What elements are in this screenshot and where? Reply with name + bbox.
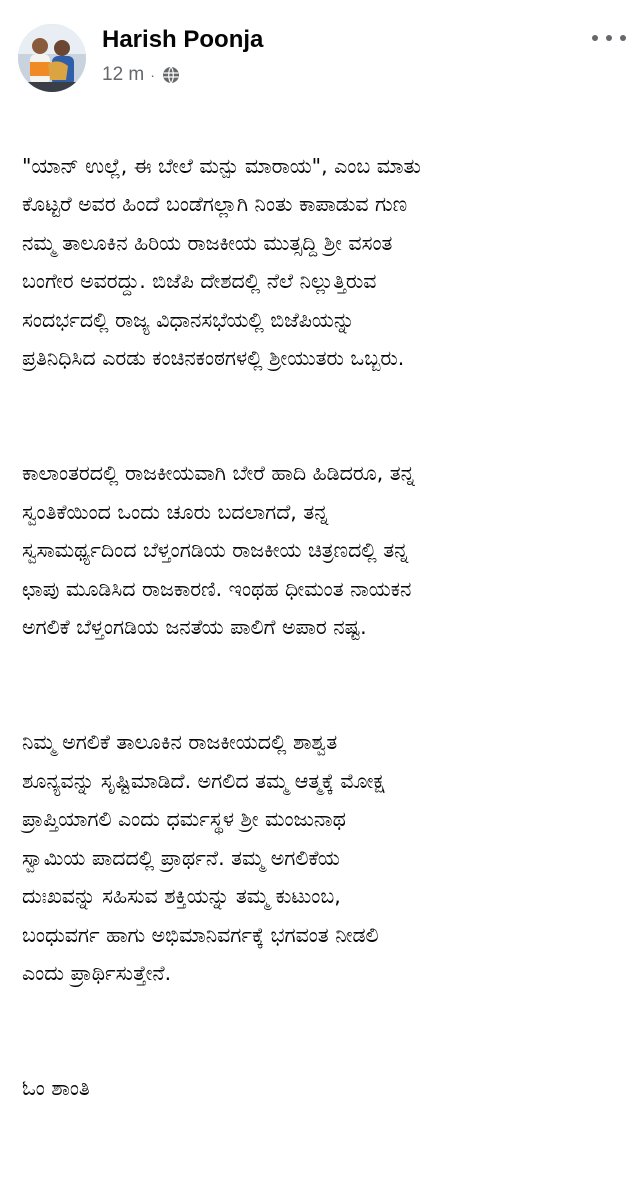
post-paragraph: "ಯಾನ್ ಉಲ್ಲೆ, ಈ ಬೇಲೆ ಮನ್ಪು ಮಾರಾಯ", ಎಂಬ ಮಾತು ಕೊಟ್ಟರೆ ಅವರ ಹಿಂದೆ ಬಂಡೆಗಲ್ಲಾಗಿ ನಿಂತು ಕಾಪಾಡುವ ಗುಣ ನಮ್ಮ ತಾಲೂಕಿನ ಹಿರಿಯ ರಾಜಕೀಯ ಮುತ್ಸದ್ದಿ ಶ್ರೀ ವಸಂತ ಬಂಗೇರ ಅವರದ್ದು. ಬಿಜೆಪಿ ದೇಶದಲ್ಲಿ ನೆಲೆ ನಿಲ್ಲುತ್ತಿರುವ ಸಂದರ್ಭದಲ್ಲಿ ರಾಜ್ಯ ವಿಧಾನಸಭೆಯಲ್ಲಿ ಬಿಜೆಪಿಯನ್ನು ಪ್ರತಿನಿಧಿಸಿದ ಎರಡು ಕಂಚಿನಕಂಠಗಳಲ್ಲಿ ಶ್ರೀಯುತರು ಒಬ್ಬರು. xyxy=(22,153,421,370)
avatar[interactable] xyxy=(18,24,86,92)
author-name[interactable]: Harish Poonja xyxy=(102,26,264,53)
post-body xyxy=(22,108,626,1184)
more-dot xyxy=(606,35,612,41)
globe-icon[interactable] xyxy=(162,66,180,84)
meta-separator: · xyxy=(150,67,155,83)
post-header xyxy=(18,22,626,94)
avatar-photo xyxy=(18,24,86,92)
post-meta xyxy=(102,64,180,86)
more-dots-icon xyxy=(592,35,598,41)
post-timestamp[interactable]: 12 m xyxy=(102,64,145,85)
post-paragraph: ಕಾಲಾಂತರದಲ್ಲಿ ರಾಜಕೀಯವಾಗಿ ಬೇರೆ ಹಾದಿ ಹಿಡಿದರೂ, ತನ್ನ ಸ್ವಂತಿಕೆಯಿಂದ ಒಂದು ಚೂರು ಬದಲಾಗದೆ, ತನ್ನ ಸ್ವಸಾಮರ್ಥ್ಯದಿಂದ ಬೆಳ್ತಂಗಡಿಯ ರಾಜಕೀಯ ಚಿತ್ರಣದಲ್ಲಿ ತನ್ನ ಛಾಪು ಮೂಡಿಸಿದ ರಾಜಕಾರಣಿ. ಇಂಥಹ ಧೀಮಂತ ನಾಯಕನ ಅಗಲಿಕೆ ಬೆಳ್ತಂಗಡಿಯ ಜನತೆಯ ಪಾಲಿಗೆ ಅಪಾರ ನಷ್ಟ. xyxy=(22,461,415,639)
more-dot xyxy=(620,35,626,41)
more-options-button[interactable] xyxy=(592,28,626,48)
post-paragraph: ನಿಮ್ಮ ಅಗಲಿಕೆ ತಾಲೂಕಿನ ರಾಜಕೀಯದಲ್ಲಿ ಶಾಶ್ವತ ಶೂನ್ಯವನ್ನು ಸೃಷ್ಟಿಮಾಡಿದೆ. ಅಗಲಿದ ತಮ್ಮ ಆತ್ಮಕ್ಕೆ ಮೋಕ್ಷ ಪ್ರಾಪ್ತಿಯಾಗಲಿ ಎಂದು ಧರ್ಮಸ್ಥಳ ಶ್ರೀ ಮಂಜುನಾಥ ಸ್ವಾಮಿಯ ಪಾದದಲ್ಲಿ ಪ್ರಾರ್ಥನೆ. ತಮ್ಮ ಅಗಲಿಕೆಯ ದುಃಖವನ್ನು ಸಹಿಸುವ ಶಕ್ತಿಯನ್ನು ತಮ್ಮ ಕುಟುಂಬ, ಬಂಧುವರ್ಗ ಹಾಗು ಅಭಿಮಾನಿವರ್ಗಕ್ಕೆ ಭಗವಂತ ನೀಡಲಿ ಎಂದು ಪ್ರಾರ್ಥಿಸುತ್ತೇನೆ. xyxy=(22,730,385,985)
post-paragraph: ಓಂ ಶಾಂತಿ xyxy=(22,1076,90,1100)
